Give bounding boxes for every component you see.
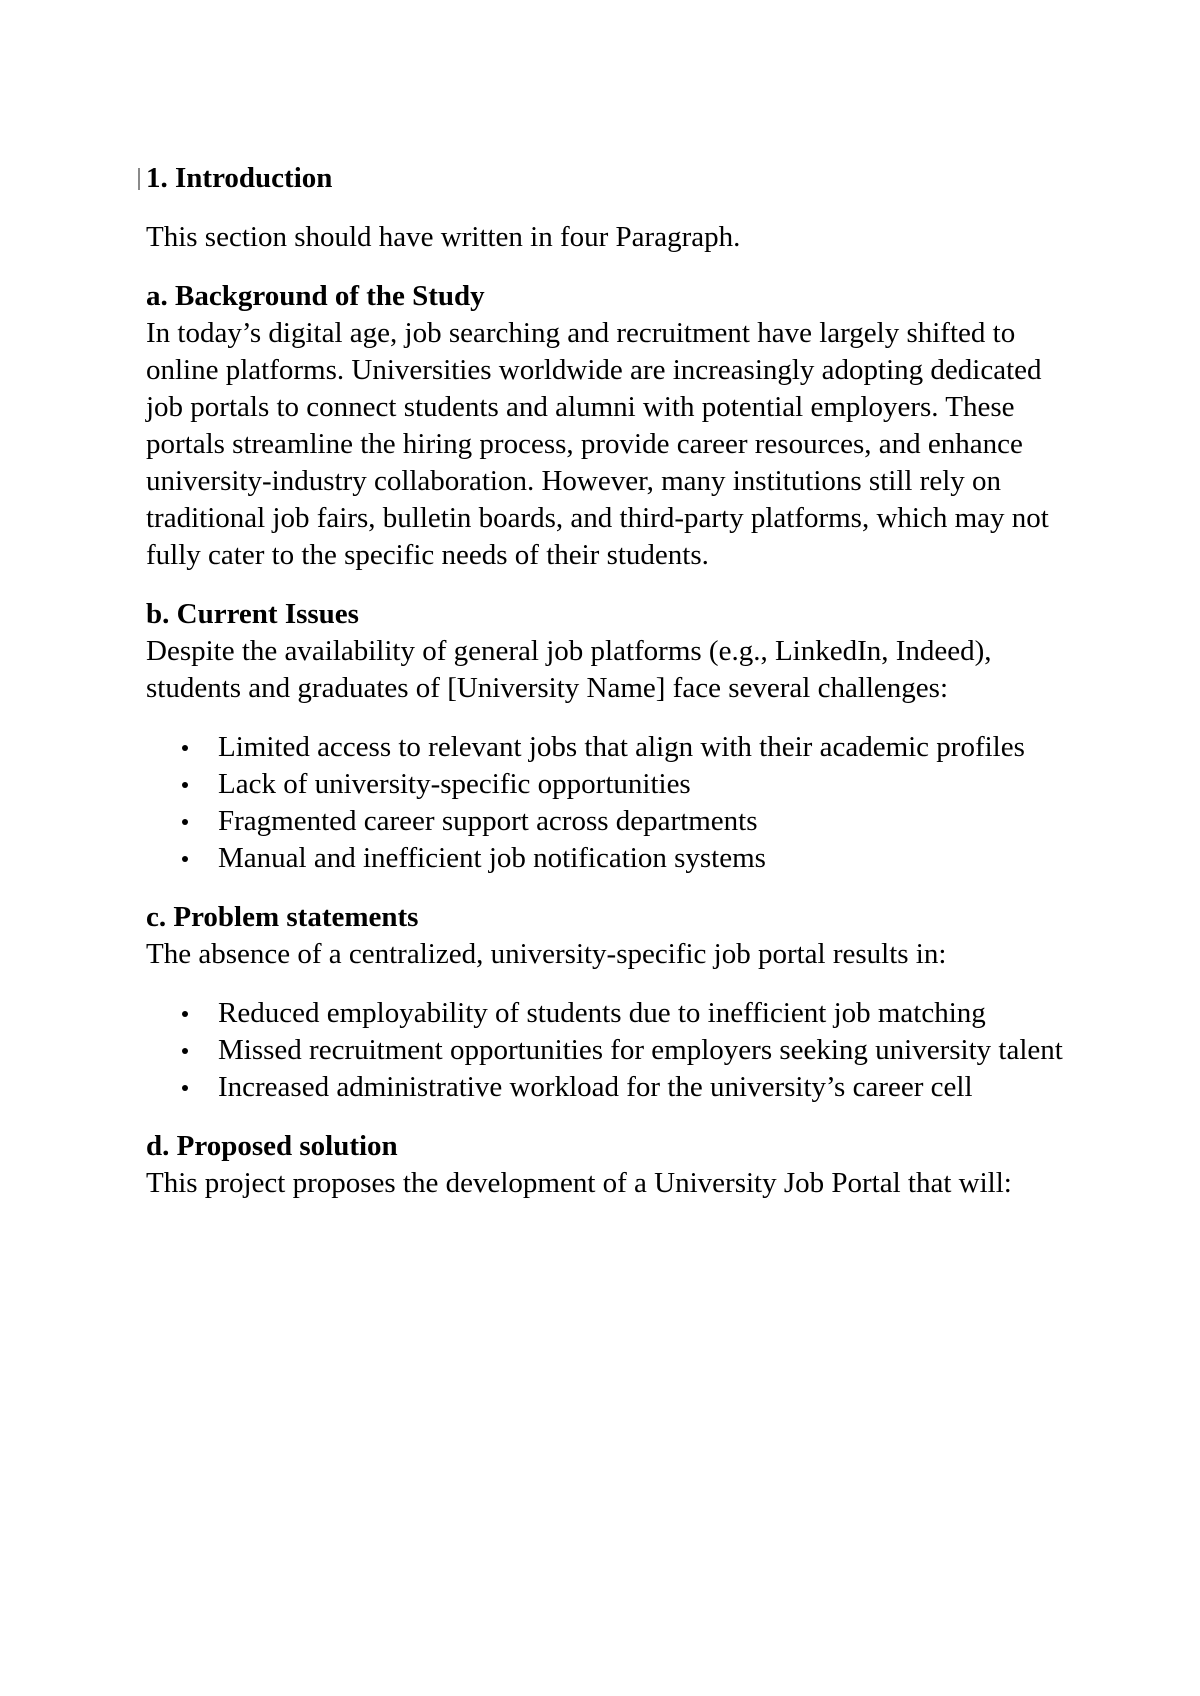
bullet-icon	[182, 819, 188, 825]
list-item	[146, 729, 1076, 766]
list-item-text: Reduced employability of students due to inefficient job matching	[218, 997, 986, 1029]
document-body[interactable]	[146, 160, 1076, 1224]
section-title: b. Current Issues	[146, 598, 359, 630]
bullet-icon	[182, 856, 188, 862]
section-current-issues	[146, 596, 1076, 877]
bullet-list	[146, 995, 1076, 1106]
section-paragraph: Despite the availability of general job platforms (e.g., LinkedIn, Indeed), students and graduates of [University Name] face several challenges:	[146, 635, 992, 704]
section-paragraph: The absence of a centralized, university-specific job portal results in:	[146, 938, 947, 970]
list-item-text: Increased administrative workload for the university’s career cell	[218, 1071, 973, 1103]
list-item-text: Fragmented career support across departments	[218, 805, 758, 837]
list-item	[146, 1032, 1076, 1069]
section-paragraph: This project proposes the development of a University Job Portal that will:	[146, 1167, 1012, 1199]
section-problem-statements	[146, 899, 1076, 1106]
introduction-heading	[146, 160, 1076, 197]
section-title: c. Problem statements	[146, 901, 419, 933]
section-proposed-solution	[146, 1128, 1076, 1202]
list-item-text: Lack of university-specific opportunities	[218, 768, 691, 800]
bullet-icon	[182, 782, 188, 788]
list-item	[146, 1069, 1076, 1106]
list-item	[146, 766, 1076, 803]
text-cursor	[138, 168, 140, 190]
list-item-text: Manual and inefficient job notification systems	[218, 842, 766, 874]
bullet-icon	[182, 1011, 188, 1017]
list-item	[146, 840, 1076, 877]
intro-instruction: This section should have written in four Paragraph.	[146, 221, 741, 253]
introduction-heading-text: 1. Introduction	[146, 162, 333, 194]
list-item-text: Missed recruitment opportunities for employers seeking university talent	[218, 1034, 1063, 1066]
list-item	[146, 995, 1076, 1032]
list-item	[146, 803, 1076, 840]
bullet-icon	[182, 745, 188, 751]
bullet-list	[146, 729, 1076, 877]
list-item-text: Limited access to relevant jobs that align with their academic profiles	[218, 731, 1025, 763]
bullet-icon	[182, 1048, 188, 1054]
bullet-icon	[182, 1085, 188, 1091]
section-paragraph: In today’s digital age, job searching and recruitment have largely shifted to online platforms. Universities worldwide are increasingly adopting dedicated job portals to connect students and alumni with potential employers. These portals streamline the hiring process, provide career resources, and enhance university-industry collaboration. However, many institutions still rely on traditional job fairs, bulletin boards, and third-party platforms, which may not fully cater to the specific needs of their students.	[146, 317, 1049, 571]
section-background	[146, 278, 1076, 574]
section-title: d. Proposed solution	[146, 1130, 398, 1162]
section-title: a. Background of the Study	[146, 280, 485, 312]
